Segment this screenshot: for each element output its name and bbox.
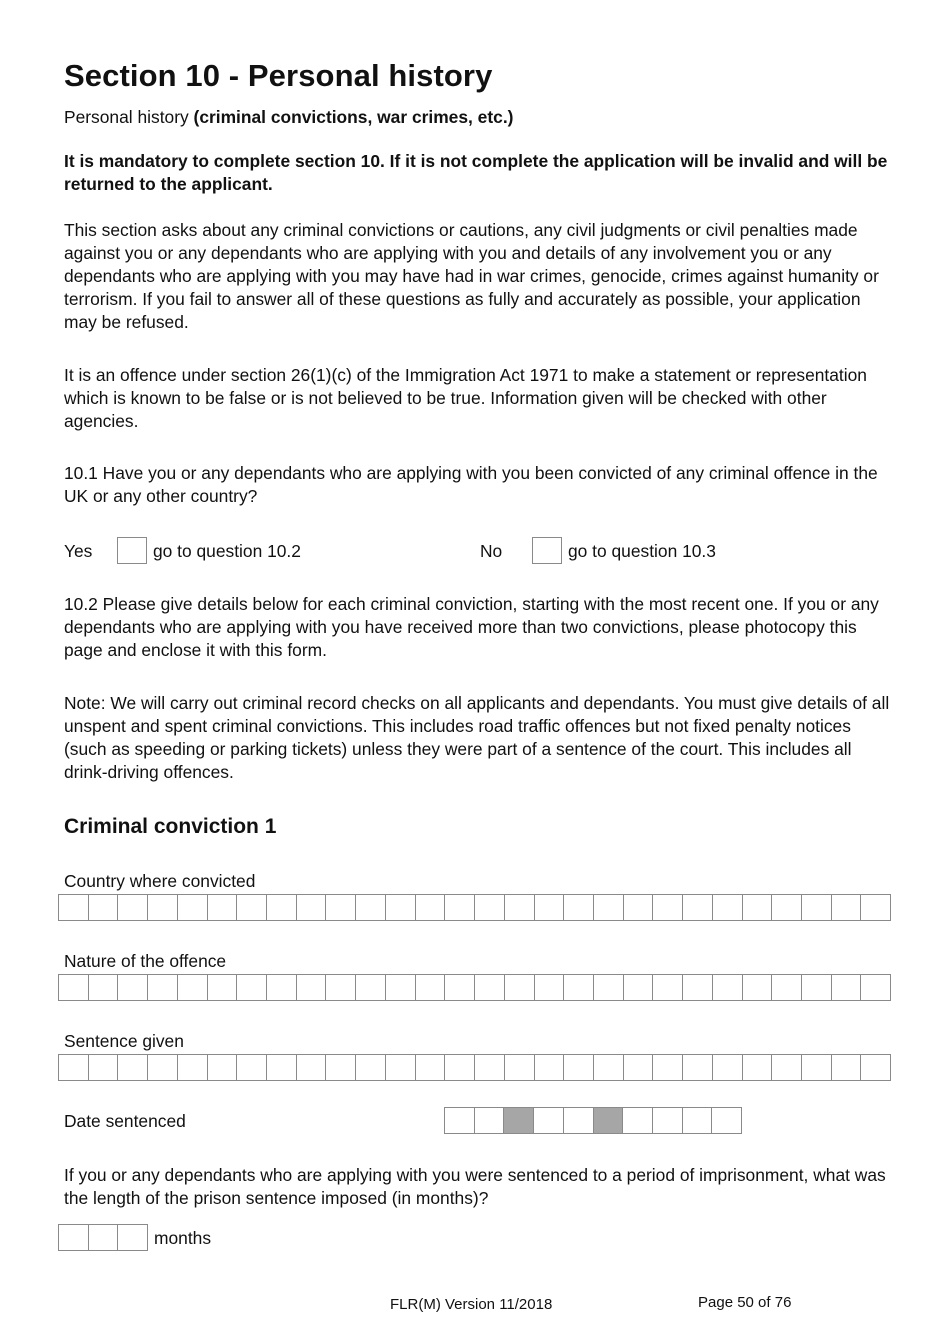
- character-box[interactable]: [564, 895, 594, 920]
- note-paragraph: Note: We will carry out criminal record checks on all applicants and dependants. You must give details of all unspent and spent criminal convictions. This includes road traffic offences but not fixed penalty notices (such as speeding or parking tickets) unless they were part of a sentence of the court. This includes all drink-driving offences.: [64, 693, 890, 782]
- character-box[interactable]: [564, 1055, 594, 1080]
- character-box[interactable]: [653, 1055, 683, 1080]
- character-box[interactable]: [118, 1055, 148, 1080]
- subtitle-bold: (criminal convictions, war crimes, etc.): [193, 107, 514, 127]
- month-digit-box[interactable]: [89, 1225, 119, 1250]
- section-subtitle: [64, 106, 884, 129]
- character-box[interactable]: [475, 975, 505, 1000]
- character-box[interactable]: [683, 975, 713, 1000]
- character-box[interactable]: [505, 1055, 535, 1080]
- question-10-2: 10.2 Please give details below for each criminal conviction, starting with the most recent one. If you or any dependants who are applying with you have received more than two convictions, please photocopy this page and enclose it with this form.: [64, 594, 879, 660]
- character-box[interactable]: [535, 895, 565, 920]
- country-label: Country where convicted: [64, 871, 256, 891]
- character-box[interactable]: [713, 895, 743, 920]
- character-box[interactable]: [535, 975, 565, 1000]
- character-box[interactable]: [386, 975, 416, 1000]
- character-box[interactable]: [683, 895, 713, 920]
- character-box[interactable]: [802, 1055, 832, 1080]
- character-box[interactable]: [832, 975, 862, 1000]
- character-box[interactable]: [208, 975, 238, 1000]
- character-box[interactable]: [178, 975, 208, 1000]
- date-digit-box[interactable]: [683, 1108, 713, 1133]
- date-digit-box[interactable]: [623, 1108, 653, 1133]
- character-box[interactable]: [237, 1055, 267, 1080]
- character-box[interactable]: [743, 895, 773, 920]
- character-box[interactable]: [297, 895, 327, 920]
- character-box[interactable]: [445, 975, 475, 1000]
- character-box[interactable]: [713, 1055, 743, 1080]
- character-box[interactable]: [118, 895, 148, 920]
- character-box[interactable]: [326, 975, 356, 1000]
- character-box[interactable]: [416, 895, 446, 920]
- character-box[interactable]: [178, 895, 208, 920]
- date-digit-box[interactable]: [712, 1108, 741, 1133]
- character-box[interactable]: [148, 895, 178, 920]
- footer-version: FLR(M) Version 11/2018: [390, 1296, 553, 1313]
- intro-paragraph: This section asks about any criminal convictions or cautions, any civil judgments or civil penalties made against you or any dependants who are applying with you and details of any involvement you or any dependants who are applying with you may have had in war crimes, genocide, crimes against humanity or terrorism. If you fail to answer all of these questions as fully and accurately as possible, your application may be refused.: [64, 220, 879, 332]
- character-box[interactable]: [594, 895, 624, 920]
- character-box[interactable]: [772, 975, 802, 1000]
- date-label: Date sentenced: [64, 1111, 186, 1131]
- months-label: months: [154, 1228, 212, 1248]
- character-box[interactable]: [178, 1055, 208, 1080]
- character-box[interactable]: [356, 895, 386, 920]
- page-title: Section 10 - Personal history: [64, 58, 493, 93]
- character-box[interactable]: [148, 975, 178, 1000]
- sentence-input-boxes[interactable]: [58, 1054, 891, 1081]
- character-box[interactable]: [237, 975, 267, 1000]
- character-box[interactable]: [416, 975, 446, 1000]
- mandatory-notice: It is mandatory to complete section 10. If it is not complete the application will be invalid and will be returned to the applicant.: [64, 151, 888, 194]
- character-box[interactable]: [59, 895, 89, 920]
- prison-question: If you or any dependants who are applying with you were sentenced to a period of imprisonment, what was the length of the prison sentence imposed (in months)?: [64, 1165, 886, 1208]
- character-box[interactable]: [445, 1055, 475, 1080]
- date-digit-box[interactable]: [564, 1108, 594, 1133]
- character-box[interactable]: [861, 975, 890, 1000]
- country-input-boxes[interactable]: [58, 894, 891, 921]
- no-label: No: [480, 541, 503, 561]
- nature-label: Nature of the offence: [64, 951, 227, 971]
- date-digit-box[interactable]: [653, 1108, 683, 1133]
- character-box[interactable]: [535, 1055, 565, 1080]
- character-box[interactable]: [505, 895, 535, 920]
- character-box[interactable]: [475, 1055, 505, 1080]
- yes-instruction: go to question 10.2: [153, 541, 301, 561]
- character-box[interactable]: [683, 1055, 713, 1080]
- character-box[interactable]: [832, 1055, 862, 1080]
- no-checkbox[interactable]: [532, 537, 562, 564]
- subtitle-normal: Personal history: [64, 107, 194, 127]
- character-box[interactable]: [89, 975, 119, 1000]
- character-box[interactable]: [326, 1055, 356, 1080]
- character-box[interactable]: [208, 1055, 238, 1080]
- character-box[interactable]: [59, 1055, 89, 1080]
- date-digit-box[interactable]: [475, 1108, 505, 1133]
- character-box[interactable]: [802, 895, 832, 920]
- character-box[interactable]: [326, 895, 356, 920]
- character-box[interactable]: [356, 975, 386, 1000]
- character-box[interactable]: [416, 1055, 446, 1080]
- character-box[interactable]: [505, 975, 535, 1000]
- character-box[interactable]: [267, 1055, 297, 1080]
- character-box[interactable]: [802, 975, 832, 1000]
- character-box[interactable]: [118, 975, 148, 1000]
- character-box[interactable]: [594, 1055, 624, 1080]
- month-digit-box[interactable]: [118, 1225, 147, 1250]
- character-box[interactable]: [297, 1055, 327, 1080]
- question-10-1: 10.1 Have you or any dependants who are applying with you been convicted of any criminal offence in the UK or any other country?: [64, 463, 878, 506]
- character-box[interactable]: [297, 975, 327, 1000]
- character-box[interactable]: [861, 1055, 890, 1080]
- character-box[interactable]: [89, 1055, 119, 1080]
- character-box[interactable]: [624, 895, 654, 920]
- date-digit-box[interactable]: [445, 1108, 475, 1133]
- character-box[interactable]: [594, 975, 624, 1000]
- character-box[interactable]: [237, 895, 267, 920]
- character-box[interactable]: [861, 895, 890, 920]
- months-input-boxes[interactable]: [58, 1224, 148, 1251]
- conviction-heading: Criminal conviction 1: [64, 815, 277, 838]
- footer-page-number: Page 50 of 76: [698, 1294, 792, 1311]
- character-box[interactable]: [475, 895, 505, 920]
- sentence-label: Sentence given: [64, 1031, 184, 1051]
- character-box[interactable]: [624, 975, 654, 1000]
- character-box[interactable]: [59, 975, 89, 1000]
- date-digit-box: [594, 1108, 624, 1133]
- nature-input-boxes[interactable]: [58, 974, 891, 1001]
- character-box[interactable]: [564, 975, 594, 1000]
- month-digit-box[interactable]: [59, 1225, 89, 1250]
- character-box[interactable]: [713, 975, 743, 1000]
- character-box[interactable]: [653, 895, 683, 920]
- yes-checkbox[interactable]: [117, 537, 147, 564]
- character-box[interactable]: [445, 895, 475, 920]
- character-box[interactable]: [743, 975, 773, 1000]
- date-digit-box: [504, 1108, 534, 1133]
- character-box[interactable]: [356, 1055, 386, 1080]
- character-box[interactable]: [267, 895, 297, 920]
- character-box[interactable]: [743, 1055, 773, 1080]
- character-box[interactable]: [772, 1055, 802, 1080]
- no-instruction: go to question 10.3: [568, 541, 716, 561]
- date-input-boxes[interactable]: [444, 1107, 742, 1134]
- character-box[interactable]: [653, 975, 683, 1000]
- character-box[interactable]: [148, 1055, 178, 1080]
- character-box[interactable]: [89, 895, 119, 920]
- character-box[interactable]: [208, 895, 238, 920]
- yes-label: Yes: [64, 541, 93, 561]
- date-digit-box[interactable]: [534, 1108, 564, 1133]
- character-box[interactable]: [267, 975, 297, 1000]
- character-box[interactable]: [386, 895, 416, 920]
- character-box[interactable]: [624, 1055, 654, 1080]
- character-box[interactable]: [832, 895, 862, 920]
- character-box[interactable]: [772, 895, 802, 920]
- character-box[interactable]: [386, 1055, 416, 1080]
- offence-paragraph: It is an offence under section 26(1)(c) of the Immigration Act 1971 to make a statement or representation which is known to be false or is not believed to be true. Information given will be checked with other agencies.: [64, 365, 867, 431]
